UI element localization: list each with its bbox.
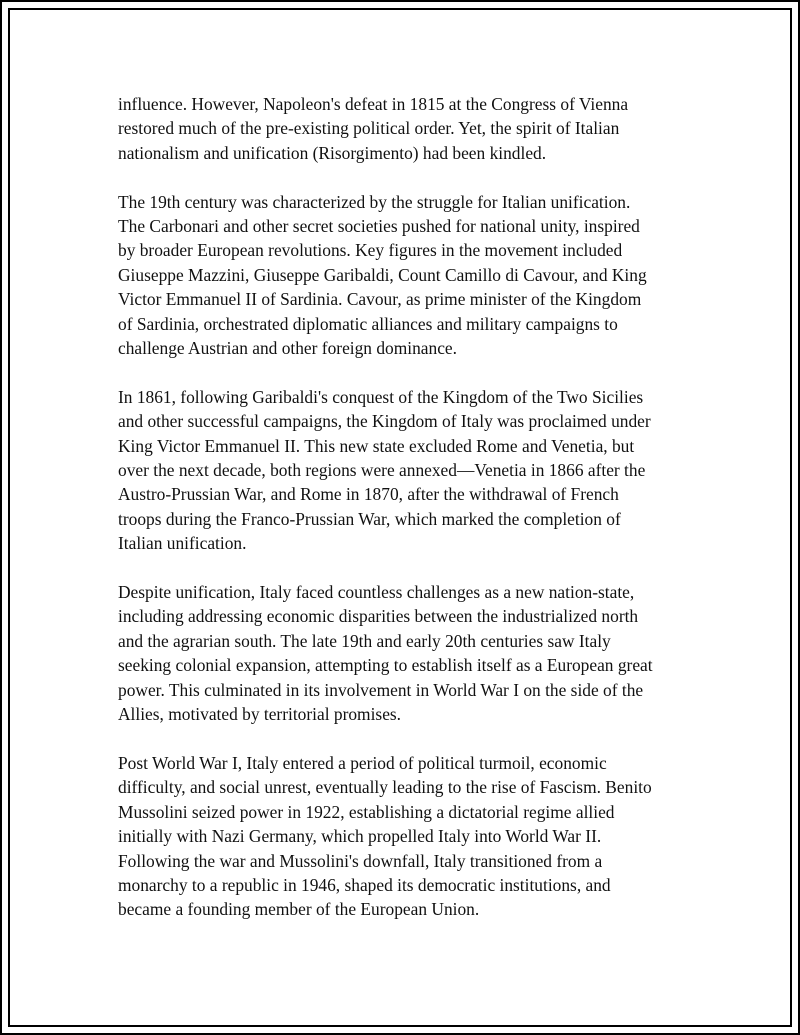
paragraph-kingdom-proclaimed: In 1861, following Garibaldi's conquest of the Kingdom of the Two Sicilies and other successful campaigns, the Kingdom of Italy was proclaimed under King Victor Emmanuel II. This new state excluded Rome and Venetia, but over the next decade, both regions were annexed—Venetia in 1866 after the Austro-Prussian War, and Rome in 1870, after the withdrawal of French troops during the Franco-Prussian War, which marked the completion of Italian unification. [118,386,651,554]
paragraph-fascism-and-republic: Post World War I, Italy entered a period of political turmoil, economic difficulty, and social unrest, eventually leading to the rise of Fascism. Benito Mussolini seized power in 1922, establishing a dictatorial regime allied initially with Nazi Germany, which propelled Italy into World War II. Following the war and Mussolini's downfall, Italy transitioned from a monarchy to a republic in 1946, shaped its democratic institutions, and became a founding member of the European Union. [118,752,652,920]
paragraph-napoleon-aftermath: influence. However, Napoleon's defeat in 1815 at the Congress of Vienna restored much of the pre-existing political order. Yet, the spirit of Italian nationalism and unification (Risorgimento) had been kindled. [118,94,629,163]
paragraph-unification-struggle: The 19th century was characterized by the struggle for Italian unification. The Carbonari and other secret societies pushed for national unity, inspired by broader European revolutions. Key figures in the movement included Giuseppe Mazzini, Giuseppe Garibaldi, Count Camillo di Cavour, and King Victor Emmanuel II of Sardinia. Cavour, as prime minister of the Kingdom of Sardinia, orchestrated diplomatic alliances and military campaigns to challenge Austrian and other foreign dominance. [118,191,647,359]
paragraph-post-unification-challenges: Despite unification, Italy faced countless challenges as a new nation-state, including addressing economic disparities between the industrialized north and the agrarian south. The late 19th and early 20th centuries saw Italy seeking colonial expansion, attempting to establish itself as a European great power. This culminated in its involvement in World War I on the side of the Allies, motivated by territorial promises. [118,582,653,725]
document-body [118,92,718,946]
